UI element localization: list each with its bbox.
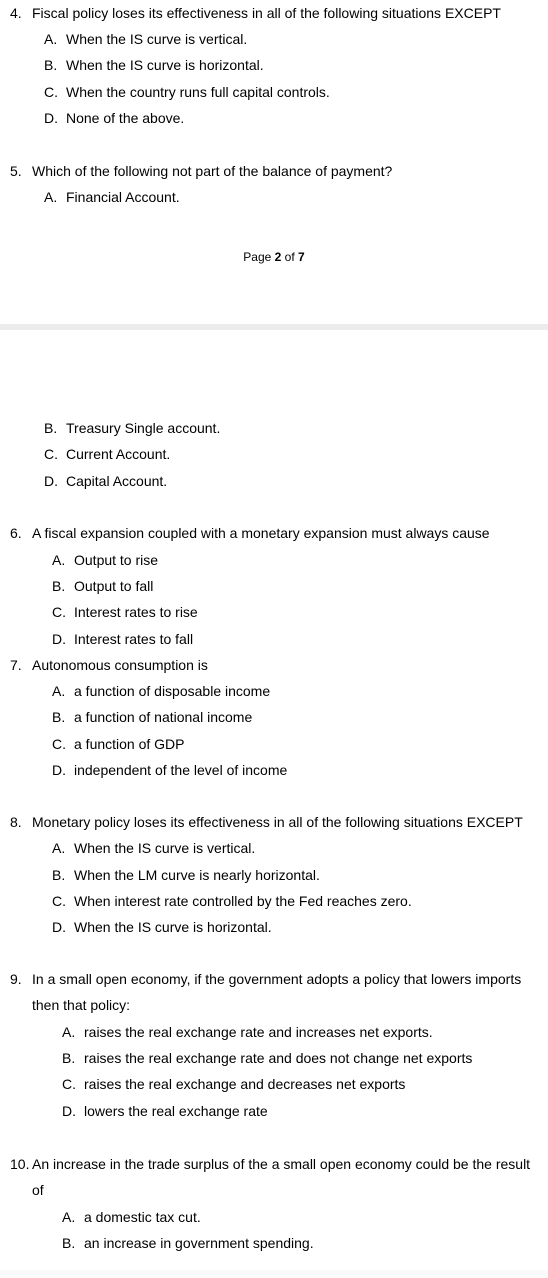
- option-c: C. a function of GDP: [52, 736, 185, 752]
- question-text: Which of the following not part of the balance of payment?: [32, 163, 393, 179]
- option-b: B. a function of national income: [52, 709, 253, 725]
- question-text: In a small open economy, if the government adopts a policy that lowers imports: [32, 971, 522, 987]
- option-a: A. When the IS curve is vertical.: [52, 840, 256, 856]
- option-d: D. When the IS curve is horizontal.: [52, 919, 272, 935]
- option-d: D. None of the above.: [44, 110, 185, 126]
- option-b: B. raises the real exchange rate and does not change net exports: [62, 1050, 473, 1066]
- page-footer: Page 2 of 7: [243, 250, 305, 264]
- question-number: 7.: [10, 657, 22, 673]
- option-b: B. an increase in government spending.: [62, 1235, 314, 1251]
- option-c: C. raises the real exchange and decreases net exports: [62, 1076, 406, 1092]
- option-a: A. a function of disposable income: [52, 683, 271, 699]
- page-edge: [0, 1270, 548, 1278]
- question-text: Fiscal policy loses its effectiveness in all of the following situations EXCEPT: [32, 5, 501, 21]
- question-number: 6.: [10, 525, 22, 541]
- option-a: A. Output to rise: [52, 552, 159, 568]
- question-text: An increase in the trade surplus of the a small open economy could be the result: [32, 1156, 531, 1172]
- option-c: C. When interest rate controlled by the Fed reaches zero.: [52, 893, 412, 909]
- option-a: A. Financial Account.: [44, 189, 180, 205]
- question-number: 10.: [10, 1156, 30, 1172]
- question-number: 8.: [10, 814, 22, 830]
- question-number: 5.: [10, 163, 22, 179]
- question-text-continued: of: [32, 1182, 44, 1198]
- option-a: A. a domestic tax cut.: [62, 1209, 201, 1225]
- option-a: A. raises the real exchange rate and increases net exports.: [62, 1024, 433, 1040]
- option-b: B. Treasury Single account.: [44, 420, 221, 436]
- option-b: B. When the IS curve is horizontal.: [44, 57, 264, 73]
- question-text: A fiscal expansion coupled with a monetary expansion must always cause: [32, 525, 490, 541]
- option-d: D. Interest rates to fall: [52, 631, 194, 647]
- option-d: D. independent of the level of income: [52, 762, 288, 778]
- question-number: 9.: [10, 971, 22, 987]
- question-number: 4.: [10, 5, 22, 21]
- question-text: Monetary policy loses its effectiveness in all of the following situations EXCEPT: [32, 814, 523, 830]
- option-d: D. lowers the real exchange rate: [62, 1103, 268, 1119]
- option-c: C. Current Account.: [44, 446, 171, 462]
- question-text-continued: then that policy:: [32, 997, 131, 1013]
- option-a: A. When the IS curve is vertical.: [44, 31, 248, 47]
- option-c: C. When the country runs full capital controls.: [44, 84, 330, 100]
- question-text: Autonomous consumption is: [32, 657, 208, 673]
- option-b: B. When the LM curve is nearly horizontal.: [52, 867, 320, 883]
- option-c: C. Interest rates to rise: [52, 604, 198, 620]
- page-break-divider: [0, 324, 548, 330]
- option-d: D. Capital Account.: [44, 473, 168, 489]
- option-b: B. Output to fall: [52, 578, 154, 594]
